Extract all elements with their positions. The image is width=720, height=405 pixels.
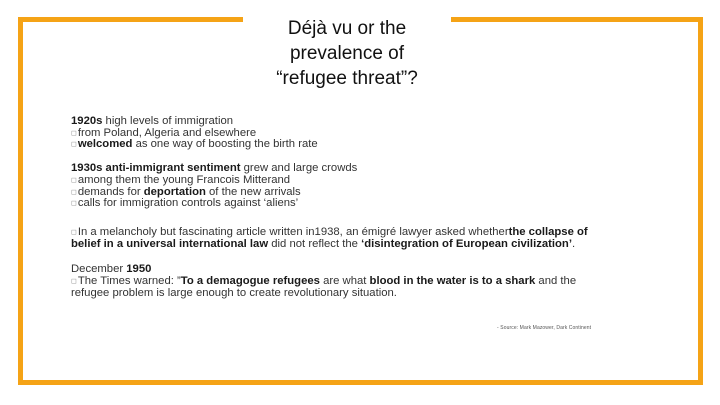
list-item: ◻among them the young Francois Mitterand xyxy=(71,173,291,186)
square-bullet-icon: ◻ xyxy=(71,188,77,196)
square-bullet-icon: ◻ xyxy=(71,141,77,149)
slide-title xyxy=(245,16,449,91)
square-bullet-icon: ◻ xyxy=(71,129,77,137)
title-line-3: “refugee threat”? xyxy=(276,68,418,89)
title-line-2: prevalence of xyxy=(289,43,405,64)
square-bullet-icon: ◻ xyxy=(71,278,77,286)
list-item: ◻from Poland, Algeria and elsewhere xyxy=(71,126,257,139)
block-1938-line-1: ◻In a melancholy but fascinating article written in1938, an émigré lawyer asked whetherthe collapse of xyxy=(71,225,588,238)
list-item: ◻demands for deportation of the new arrivals xyxy=(71,185,301,198)
source-citation: - Source: Mark Mazower, Dark Continent xyxy=(497,325,592,331)
frame-top-left-bar xyxy=(18,17,243,22)
square-bullet-icon: ◻ xyxy=(71,200,77,208)
list-item: ◻welcomed as one way of boosting the birth rate xyxy=(71,138,318,151)
block-1950-line-1: ◻The Times warned: ”To a demagogue refugees are what blood in the water is to a shark and the xyxy=(71,275,577,288)
frame-top-right-bar xyxy=(451,17,703,22)
block-1938-line-2: belief in a universal international law did not reflect the ‘disintegration of European civilization’. xyxy=(71,237,576,250)
block-1950-lead: December 1950 xyxy=(71,263,152,276)
block-1950-line-2: refugee problem is large enough to create revolutionary situation. xyxy=(71,286,397,299)
list-item: ◻calls for immigration controls against ‘aliens’ xyxy=(71,197,299,210)
block-1930s-lead: 1930s anti-immigrant sentiment grew and large crowds xyxy=(71,162,358,175)
square-bullet-icon: ◻ xyxy=(71,228,77,236)
title-line-1: Déjà vu or the xyxy=(287,18,407,39)
block-1920s-lead: 1920s high levels of immigration xyxy=(71,115,234,127)
square-bullet-icon: ◻ xyxy=(71,176,77,184)
slide-body xyxy=(71,116,641,299)
